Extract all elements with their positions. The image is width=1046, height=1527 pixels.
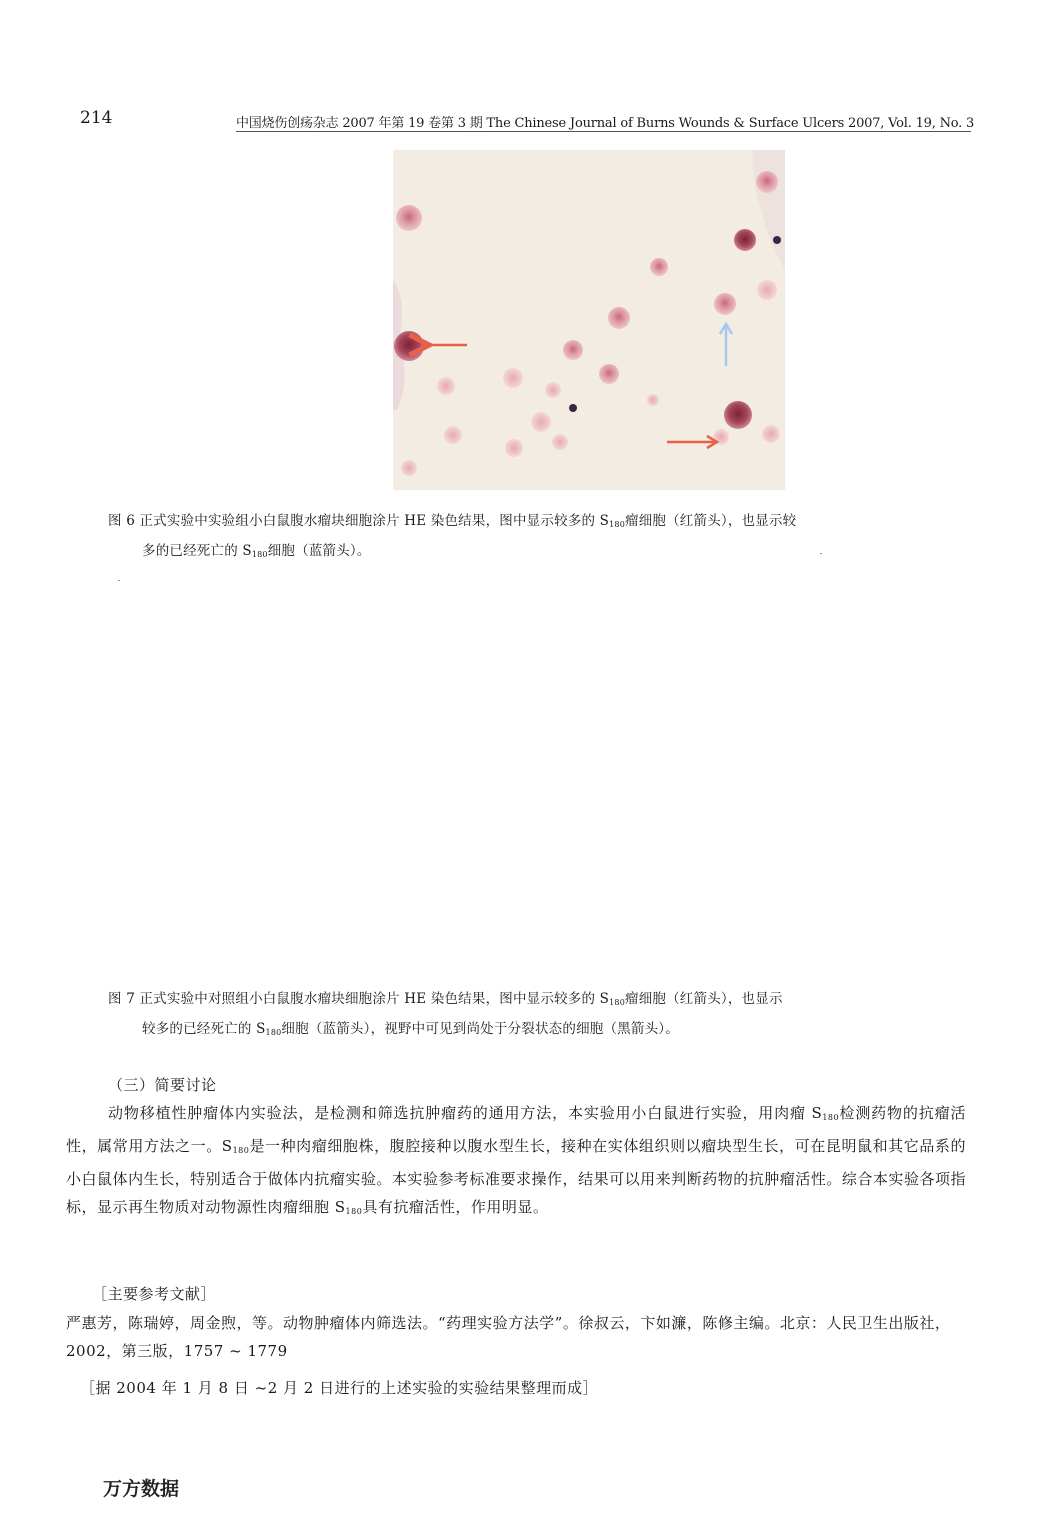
scan-speck	[118, 580, 120, 581]
caption-text: 瘤细胞（红箭头），也显示较	[625, 513, 797, 529]
scan-speck	[820, 553, 822, 554]
header-rule	[236, 131, 971, 132]
caption-text: 图 7 正式实验中对照组小白鼠腹水瘤块细胞涂片 HE 染色结果，图中显示较多的 S	[108, 991, 610, 1007]
section-heading: （三）简要讨论	[108, 1076, 217, 1094]
subscript: 180	[345, 1207, 363, 1216]
subscript: 180	[265, 1028, 282, 1037]
page-number: 214	[80, 108, 113, 128]
caption-text: 图 6 正式实验中实验组小白鼠腹水瘤块细胞涂片 HE 染色结果，图中显示较多的 S	[108, 513, 610, 529]
subscript: 180	[609, 998, 625, 1007]
source-note: ［据 2004 年 1 月 8 日 ~2 月 2 日进行的上述实验的实验结果整理而成］	[80, 1379, 599, 1397]
caption-text: 较多的已经死亡的 S	[142, 1021, 266, 1037]
caption-text: 瘤细胞（红箭头），也显示	[625, 991, 783, 1007]
subscript: 180	[232, 1146, 250, 1155]
paragraph-text: 具有抗瘤活性，作用明显。	[362, 1198, 549, 1216]
caption-text: 细胞（蓝箭头），视野中可见到尚处于分裂状态的细胞（黑箭头）。	[281, 1021, 679, 1037]
subscript: 180	[251, 550, 268, 559]
paragraph-text: 检测药物的抗瘤活性，属常用方法之一。S	[66, 1104, 966, 1155]
paragraph-text: 是一种肉瘤细胞株，腹腔接种以腹水型生长，接种在实体组织则以瘤块型生长，可在昆明鼠和其它品系的小白鼠体内生长，特别适合于做体内抗瘤实验。本实验参考标准要求操作，结果可以用来判断药物的抗肿瘤活性。综合本实验各项指标，显示再生物质对动物源性肉瘤细胞 S	[66, 1137, 966, 1216]
figure-6-caption	[108, 508, 958, 568]
watermark-footer: 万方数据	[103, 1478, 180, 1500]
figure-6-micrograph	[393, 150, 785, 490]
caption-text: 多的已经死亡的 S	[142, 543, 252, 559]
figure-7-caption	[108, 986, 958, 1046]
reference-item: 严惠芳，陈瑞婷，周金煦，等。动物肿瘤体内筛选法。“药理实验方法学”。徐叔云，卞如濂，陈修主编。北京：人民卫生出版社，2002，第三版，1757 ~ 1779	[66, 1314, 951, 1360]
discussion-paragraph	[66, 1099, 966, 1226]
subscript: 180	[822, 1113, 840, 1122]
paragraph-text: 动物移植性肿瘤体内实验法，是检测和筛选抗肿瘤药的通用方法，本实验用小白鼠进行实验，用肉瘤 S	[108, 1104, 823, 1122]
journal-header: 中国烧伤创疡杂志 2007 年第 19 卷第 3 期 The Chinese Journal of Burns Wounds & Surface Ulcers 2007, Vol. 19, No. 3	[236, 116, 975, 131]
caption-text: 细胞（蓝箭头）。	[267, 543, 371, 559]
references-heading: ［主要参考文献］	[92, 1285, 217, 1303]
subscript: 180	[609, 520, 625, 529]
